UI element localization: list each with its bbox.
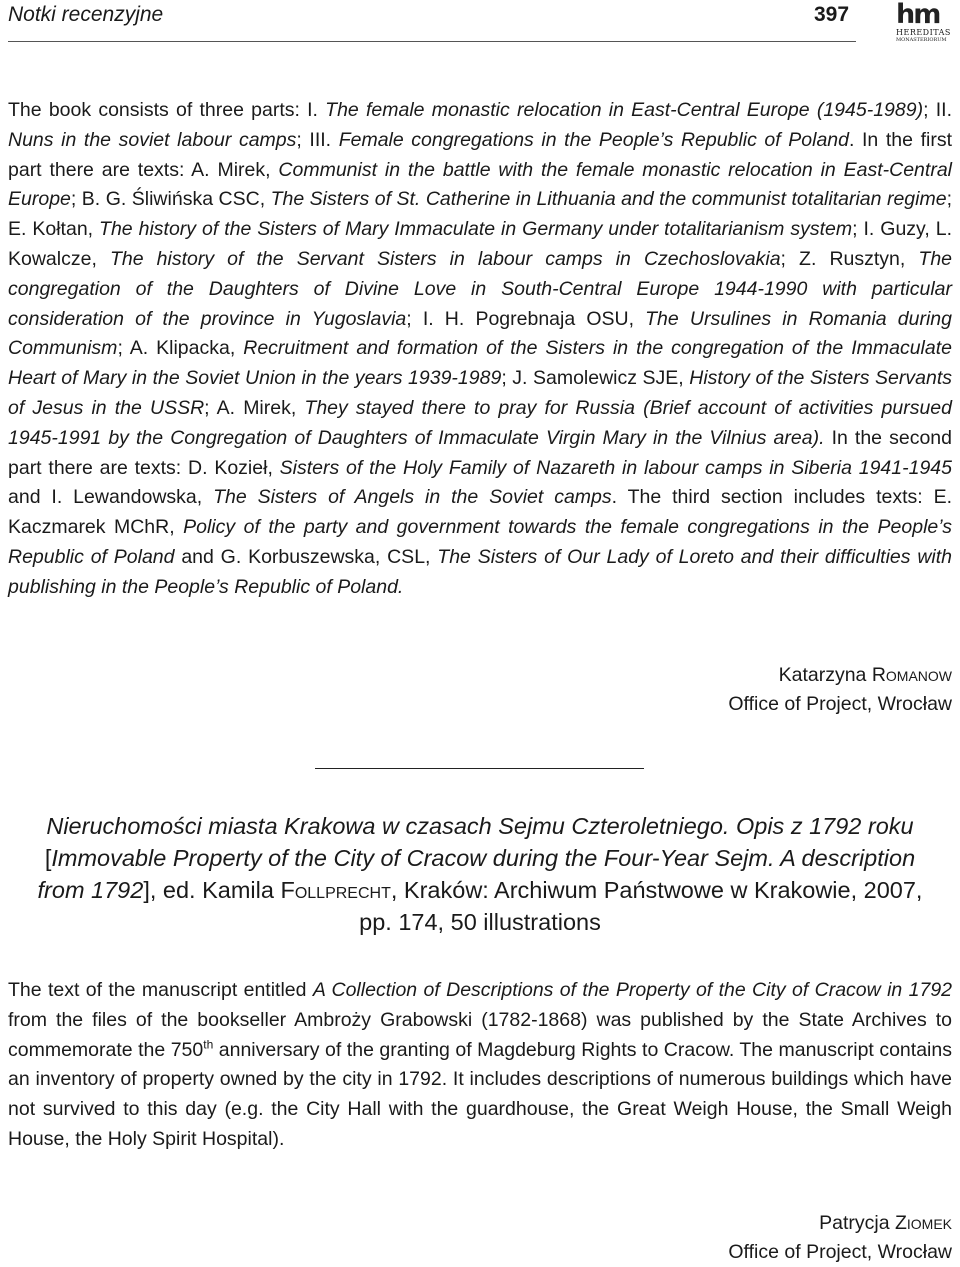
- review-1-signature: [728, 661, 952, 719]
- text-run: In the second part there are texts: D. Kozieł,: [8, 426, 952, 479]
- review-2-paragraph: [8, 976, 952, 1155]
- text-run: ; A. Klipacka,: [117, 337, 244, 360]
- italic-title: Recruitment and formation of the Sisters in the congregation of the Immaculate Heart of Mary in the Soviet Union in the years 1939-1989: [8, 337, 952, 390]
- italic-title: The Sisters of Our Lady of Loreto and their difficulties with publishing in the People’s Republic of Poland.: [8, 545, 952, 598]
- text-run: and I. Lewandowska,: [8, 486, 214, 509]
- header-rule: [8, 41, 856, 42]
- text-run: ; J. Samolewicz SJE,: [501, 367, 690, 390]
- text-run: ; II.: [923, 99, 952, 121]
- text-run: anniversary of the granting of Magdeburg Rights to Cracow. The manuscript contains an inventory of property owned by the city in 1792. It includes descriptions of numerous buildings which have not survived to this day (e.g. the City Hall with the guardhouse, the Great Weigh House, the Small Weigh House, the Holy Spirit Hospital).: [8, 1038, 952, 1150]
- text-run: ; B. G. Śliwińska CSC,: [70, 188, 271, 211]
- text-run: [: [44, 845, 52, 871]
- italic-title: Immovable Property of the City of Cracow during the Four-Year Sejm. A description from 1792: [37, 845, 916, 903]
- running-head-title: Notki recenzyjne: [8, 3, 164, 26]
- small-caps-name: Follprecht: [280, 877, 391, 903]
- author-first-name: Patrycja: [819, 1212, 895, 1234]
- review-2-title: [30, 810, 930, 938]
- italic-title: They stayed there to pray for Russia (Brief account of activities pursued 1945-1991 by the Congregation of Daughters of Immaculate Virgin Mary in the Vilnius area).: [8, 396, 952, 449]
- italic-title: Communist in the battle with the female monastic relocation in East-Central Europe: [8, 158, 952, 211]
- text-run: ], ed. Kamila: [143, 877, 281, 903]
- text-run: ; A. Mirek,: [204, 396, 305, 419]
- logo-line-2: MONASTERIORUM: [896, 37, 947, 43]
- text-run: , Kraków: Archiwum Państwowe w Krakowie, 2007, pp. 174, 50 illustrations: [359, 877, 923, 935]
- italic-title: The female monastic relocation in East-Central Europe (1945-1989): [325, 99, 924, 121]
- text-run: The book consists of three parts: I.: [8, 99, 326, 121]
- hereditas-logo: [896, 2, 956, 46]
- text-run: The text of the manuscript entitled: [8, 979, 313, 1001]
- text-run: . The third section includes texts: E. Kaczmarek MChR,: [8, 486, 953, 539]
- author-name: [728, 1209, 952, 1238]
- text-run: ; I. Guzy, L. Kowalcze,: [8, 218, 952, 270]
- text-run: and G. Korbuszewska, CSL,: [174, 545, 438, 568]
- text-run: . In the first part there are texts: A. Mirek,: [8, 128, 952, 181]
- italic-title: History of the Sisters Servants of Jesus in the USSR: [8, 367, 953, 419]
- italic-title: Sisters of the Holy Family of Nazareth in labour camps in Siberia 1941-1945: [279, 456, 952, 479]
- italic-title: The Ursulines in Romania during Communism: [8, 307, 952, 360]
- italic-title: Female congregations in the People’s Republic of Poland: [338, 128, 849, 151]
- section-separator: [315, 768, 644, 769]
- author-last-name: Romanow: [871, 664, 952, 686]
- logo-mark: hm: [896, 0, 940, 30]
- italic-title: The Sisters of St. Catherine in Lithuania and the communist totalitarian regime: [270, 188, 947, 211]
- review-2-signature: [728, 1209, 952, 1267]
- italic-title: The history of the Sisters of Mary Immaculate in Germany under totalitarianism system: [99, 218, 853, 241]
- author-name: [728, 661, 952, 690]
- logo-line-1: HEREDITAS: [896, 28, 951, 37]
- superscript: th: [203, 1037, 214, 1052]
- review-1-paragraph: [8, 96, 952, 603]
- italic-title: Policy of the party and government towards the female congregations in the People’s Republic of Poland: [8, 516, 952, 568]
- text-run: from the files of the bookseller Ambroży Grabowski (1782-1868) was published by the State Archives to commemorate the 750: [8, 1008, 952, 1061]
- author-last-name: Ziomek: [894, 1212, 952, 1234]
- author-first-name: Katarzyna: [778, 664, 872, 686]
- italic-title: A Collection of Descriptions of the Property of the City of Cracow in 1792: [312, 979, 953, 1001]
- italic-title: The history of the Servant Sisters in labour camps in Czechoslovakia: [109, 247, 781, 270]
- italic-title: Nuns in the soviet labour camps: [8, 128, 297, 151]
- italic-title: Nieruchomości miasta Krakowa w czasach Sejmu Czteroletniego. Opis z 1792 roku: [46, 813, 914, 839]
- text-run: ; Z. Rusztyn,: [780, 247, 919, 270]
- text-run: ; III.: [296, 128, 339, 151]
- page-number: 397: [814, 3, 850, 26]
- italic-title: The Sisters of Angels in the Soviet camps: [213, 486, 612, 509]
- text-run: ; E. Kołtan,: [8, 188, 952, 241]
- text-run: ; I. H. Pogrebnaja OSU,: [406, 307, 646, 330]
- italic-title: The congregation of the Daughters of Divine Love in South-Central Europe 1944-1990 with particular consideration of the province in Yugoslavia: [8, 247, 953, 330]
- page-header: [8, 0, 956, 46]
- author-affiliation: Office of Project, Wrocław: [728, 1241, 952, 1263]
- author-affiliation: Office of Project, Wrocław: [728, 693, 952, 715]
